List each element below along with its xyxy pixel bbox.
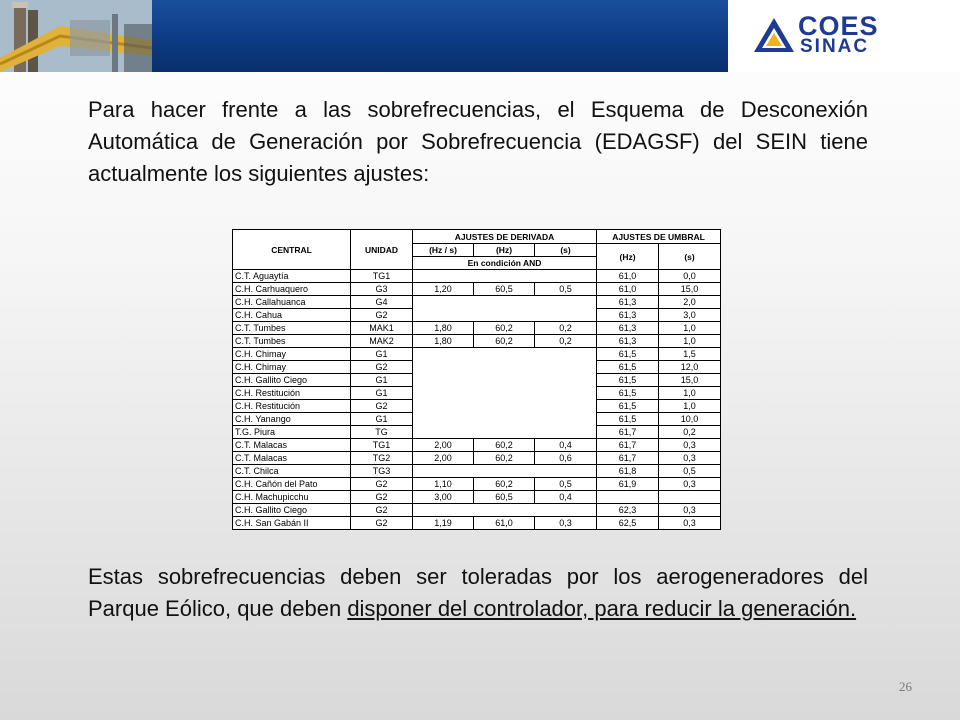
table-row [233,465,721,478]
header-condition: En condición AND [413,257,597,270]
cell-umbral-s: 1,0 [659,387,721,400]
cell-deriv-hz [474,426,535,439]
cell-deriv-hz-s [413,413,474,426]
cell-unidad: G2 [351,517,413,530]
edagsf-settings-table [232,229,721,530]
cell-umbral-hz: 61,7 [597,439,659,452]
cell-deriv-hz: 60,2 [474,452,535,465]
cell-umbral-hz: 61,0 [597,283,659,296]
page-number: 26 [899,679,912,694]
header-umbral-s: (s) [659,244,721,270]
cell-umbral-hz: 61,3 [597,322,659,335]
cell-umbral-hz: 61,9 [597,478,659,491]
cell-umbral-hz: 61,5 [597,413,659,426]
cell-deriv-s: 0,4 [535,491,597,504]
cell-umbral-s: 15,0 [659,283,721,296]
cell-central: C.H. Restitución [233,387,351,400]
cell-umbral-s: 3,0 [659,309,721,322]
cell-umbral-hz: 61,5 [597,374,659,387]
cell-deriv-hz-s [413,387,474,400]
cell-central: C.H. Cahua [233,309,351,322]
table-row [233,348,721,361]
cell-deriv-hz [474,296,535,309]
logo-text-coes: COES [798,11,879,41]
table-row [233,504,721,517]
cell-umbral-s: 0,3 [659,517,721,530]
cell-umbral-hz: 61,3 [597,296,659,309]
cell-umbral-s: 0,3 [659,478,721,491]
cell-deriv-hz-s: 2,00 [413,452,474,465]
cell-deriv-hz-s [413,361,474,374]
cell-umbral-s: 2,0 [659,296,721,309]
cell-umbral-s: 1,0 [659,335,721,348]
header-unidad: UNIDAD [351,230,413,270]
table-row [233,439,721,452]
cell-umbral-s: 0,3 [659,439,721,452]
cell-central: C.H. Restitución [233,400,351,413]
cell-umbral-s: 1,0 [659,322,721,335]
cell-umbral-hz: 61,5 [597,361,659,374]
cell-deriv-hz [474,504,535,517]
cell-unidad: TG3 [351,465,413,478]
cell-deriv-s: 0,4 [535,439,597,452]
cell-deriv-s: 0,5 [535,478,597,491]
cell-central: C.H. Machupicchu [233,491,351,504]
cell-umbral-s: 10,0 [659,413,721,426]
cell-deriv-s [535,374,597,387]
cell-central: C.H. Callahuanca [233,296,351,309]
cell-deriv-hz [474,465,535,478]
cell-umbral-s: 0,3 [659,452,721,465]
cell-umbral-s: 12,0 [659,361,721,374]
cell-umbral-s: 1,0 [659,400,721,413]
cell-deriv-hz [474,387,535,400]
cell-umbral-hz: 61,5 [597,348,659,361]
cell-deriv-hz-s: 2,00 [413,439,474,452]
table-row [233,387,721,400]
table-row [233,283,721,296]
cell-deriv-hz-s: 1,19 [413,517,474,530]
cell-deriv-hz [474,413,535,426]
cell-unidad: G1 [351,413,413,426]
cell-umbral-s: 1,5 [659,348,721,361]
cell-deriv-hz: 60,5 [474,283,535,296]
cell-umbral-hz: 62,3 [597,504,659,517]
cell-umbral-hz: 61,5 [597,400,659,413]
cell-deriv-s: 0,6 [535,452,597,465]
cell-deriv-s [535,296,597,309]
cell-deriv-hz [474,374,535,387]
table-row [233,478,721,491]
cell-central: C.H. Carhuaquero [233,283,351,296]
cell-central: C.T. Chilca [233,465,351,478]
cell-deriv-hz-s [413,504,474,517]
cell-umbral-hz: 61,3 [597,335,659,348]
cell-central: C.T. Malacas [233,452,351,465]
cell-deriv-s [535,426,597,439]
cell-central: C.T. Aguaytía [233,270,351,283]
edagsf-settings-table-wrapper [232,229,720,530]
cell-unidad: G2 [351,400,413,413]
logo-text-sinac: SINAC [800,36,870,57]
cell-umbral-hz: 61,5 [597,387,659,400]
cell-deriv-s [535,348,597,361]
cell-umbral-hz: 62,5 [597,517,659,530]
table-row [233,335,721,348]
cell-unidad: MAK1 [351,322,413,335]
cell-deriv-hz: 60,2 [474,335,535,348]
cell-deriv-s [535,413,597,426]
header-hz-per-s: (Hz / s) [413,244,474,257]
table-row [233,400,721,413]
table-row [233,426,721,439]
cell-umbral-s: 0,3 [659,504,721,517]
cell-deriv-s [535,387,597,400]
cell-unidad: G4 [351,296,413,309]
cell-deriv-hz-s: 1,80 [413,322,474,335]
closing-paragraph-text: Estas sobrefrecuencias deben ser toleradas por los aerogeneradores del Parque Eólico, que deben [88,564,868,621]
cell-deriv-s [535,270,597,283]
cell-unidad: G2 [351,491,413,504]
table-row [233,452,721,465]
cell-umbral-hz: 61,7 [597,452,659,465]
cell-deriv-hz: 60,2 [474,439,535,452]
cell-unidad: MAK2 [351,335,413,348]
cell-deriv-hz-s [413,309,474,322]
cell-deriv-hz: 60,2 [474,322,535,335]
table-row [233,322,721,335]
cell-deriv-hz: 60,2 [474,478,535,491]
cell-deriv-hz-s [413,270,474,283]
table-row [233,413,721,426]
cell-unidad: TG2 [351,452,413,465]
coes-sinac-logo [728,0,960,72]
cell-unidad: TG1 [351,439,413,452]
cell-central: C.H. Gallito Ciego [233,504,351,517]
cell-deriv-hz [474,400,535,413]
cell-deriv-hz: 61,0 [474,517,535,530]
cell-deriv-hz [474,361,535,374]
cell-unidad: TG [351,426,413,439]
cell-deriv-s [535,361,597,374]
cell-unidad: G2 [351,361,413,374]
cell-umbral-hz [597,491,659,504]
header-hz: (Hz) [474,244,535,257]
cell-unidad: G2 [351,309,413,322]
cell-deriv-s: 0,2 [535,335,597,348]
table-row [233,309,721,322]
cell-deriv-hz-s [413,374,474,387]
cell-central: C.T. Malacas [233,439,351,452]
cell-central: C.H. San Gabán II [233,517,351,530]
header-s: (s) [535,244,597,257]
cell-deriv-s: 0,2 [535,322,597,335]
closing-paragraph [88,561,868,625]
cell-deriv-hz-s [413,348,474,361]
cell-deriv-hz-s [413,400,474,413]
table-row [233,517,721,530]
logo-triangle-icon [752,16,796,54]
table-row [233,361,721,374]
cell-unidad: TG1 [351,270,413,283]
closing-paragraph-underlined-text: disponer del controlador, para reducir la generación. [347,596,857,621]
cell-deriv-hz [474,348,535,361]
cell-unidad: G1 [351,374,413,387]
cell-deriv-s [535,465,597,478]
cell-deriv-hz-s [413,296,474,309]
cell-deriv-hz: 60,5 [474,491,535,504]
header-central: CENTRAL [233,230,351,270]
cell-umbral-s: 0,2 [659,426,721,439]
header-power-plant-photo [0,0,152,72]
cell-umbral-hz: 61,8 [597,465,659,478]
cell-unidad: G1 [351,387,413,400]
cell-deriv-hz-s [413,465,474,478]
cell-central: C.T. Tumbes [233,335,351,348]
cell-deriv-hz [474,270,535,283]
cell-umbral-s [659,491,721,504]
cell-deriv-s [535,400,597,413]
cell-central: C.H. Gallito Ciego [233,374,351,387]
table-body [233,270,721,530]
cell-umbral-s: 0,5 [659,465,721,478]
cell-umbral-hz: 61,3 [597,309,659,322]
cell-central: C.H. Yanango [233,413,351,426]
cell-central: C.H. Chimay [233,348,351,361]
cell-deriv-hz [474,309,535,322]
cell-deriv-s: 0,5 [535,283,597,296]
cell-umbral-hz: 61,0 [597,270,659,283]
intro-paragraph: Para hacer frente a las sobrefrecuencias, el Esquema de Desconexión Automática de Generación por Sobrefrecuencia (EDAGSF) del SEIN tiene actualmente los siguientes ajustes: [88,97,868,186]
cell-umbral-s: 0,0 [659,270,721,283]
table-row [233,270,721,283]
cell-deriv-s [535,504,597,517]
table-row [233,374,721,387]
cell-umbral-hz: 61,7 [597,426,659,439]
cell-deriv-s: 0,3 [535,517,597,530]
cell-central: C.T. Tumbes [233,322,351,335]
cell-deriv-hz-s [413,426,474,439]
cell-unidad: G1 [351,348,413,361]
header-umbral-group: AJUSTES DE UMBRAL [597,230,721,244]
header-umbral-hz: (Hz) [597,244,659,270]
cell-deriv-hz-s: 1,20 [413,283,474,296]
table-row [233,296,721,309]
cell-deriv-hz-s: 1,80 [413,335,474,348]
cell-unidad: G2 [351,478,413,491]
cell-central: C.H. Cañón del Pato [233,478,351,491]
cell-central: C.H. Chimay [233,361,351,374]
table-row [233,491,721,504]
header-derivada-group: AJUSTES DE DERIVADA [413,230,597,244]
cell-unidad: G2 [351,504,413,517]
cell-deriv-s [535,309,597,322]
cell-central: T.G. Piura [233,426,351,439]
cell-unidad: G3 [351,283,413,296]
cell-deriv-hz-s: 3,00 [413,491,474,504]
cell-umbral-s: 15,0 [659,374,721,387]
cell-deriv-hz-s: 1,10 [413,478,474,491]
